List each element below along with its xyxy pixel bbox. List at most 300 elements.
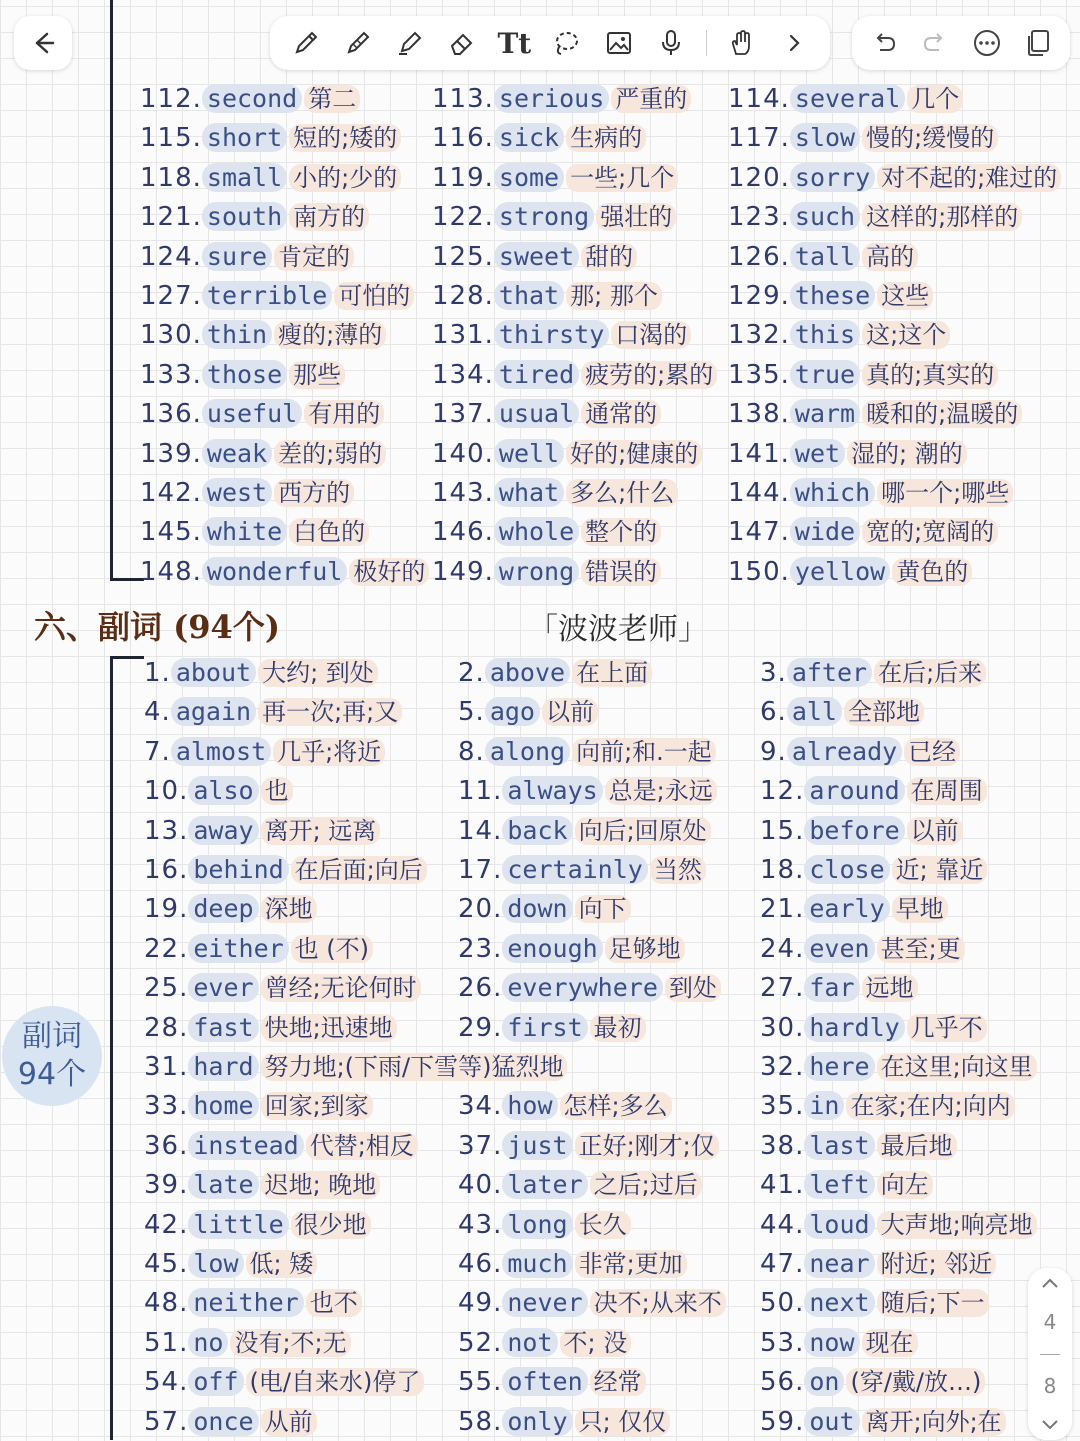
- vocab-entry: [144, 1087, 373, 1125]
- entry-number: 139.: [140, 438, 202, 469]
- chinese-meaning: 在周围: [907, 777, 987, 805]
- entry-number: 20.: [458, 894, 503, 925]
- entry-number: 2.: [458, 658, 485, 688]
- english-word: sorry: [790, 163, 875, 192]
- english-word: last: [804, 1131, 874, 1160]
- entry-number: 55.: [458, 1367, 503, 1398]
- chinese-meaning: 高的: [862, 243, 918, 271]
- entry-number: 50.: [760, 1288, 805, 1319]
- vocab-entry: [144, 1127, 418, 1165]
- vocab-entry: [144, 1048, 567, 1086]
- chinese-meaning: 这;这个: [862, 321, 950, 349]
- entry-number: 123.: [728, 202, 790, 233]
- english-word: almost: [171, 737, 271, 766]
- entry-number: 48.: [144, 1288, 189, 1319]
- toolbar-divider: [706, 30, 707, 56]
- chinese-meaning: 对不起的;难过的: [877, 164, 1061, 192]
- vocab-entry: [432, 395, 661, 433]
- list-row: [0, 316, 1080, 354]
- chinese-meaning: 怎样;多么: [560, 1092, 672, 1120]
- vocab-entry: [140, 80, 360, 118]
- vocab-entry: [760, 1009, 987, 1047]
- chinese-meaning: (穿/戴/放…): [846, 1368, 985, 1396]
- vocab-entry: [458, 1363, 646, 1401]
- entry-number: 6.: [760, 697, 787, 728]
- chinese-meaning: 再一次;再;又: [258, 698, 402, 726]
- english-word: just: [502, 1131, 572, 1160]
- list-row: [0, 890, 1080, 928]
- english-word: left: [804, 1170, 874, 1199]
- list-row: [0, 356, 1080, 394]
- chevron-up-icon[interactable]: [1040, 1276, 1060, 1290]
- english-word: next: [804, 1288, 874, 1317]
- list-row: [0, 395, 1080, 433]
- chinese-meaning: 哪一个;哪些: [877, 479, 1013, 507]
- chinese-meaning: 只; 仅仅: [575, 1408, 671, 1436]
- english-word: far: [804, 973, 859, 1002]
- chinese-meaning: 真的;真实的: [862, 361, 998, 389]
- vocab-entry: [432, 513, 661, 551]
- vocab-entry: [144, 1206, 371, 1244]
- vocab-entry: [140, 277, 414, 315]
- entry-number: 17.: [458, 855, 503, 885]
- vocab-entry: [760, 890, 948, 928]
- vocab-entry: [458, 772, 717, 810]
- english-word: again: [171, 697, 256, 726]
- english-word: what: [494, 478, 564, 507]
- vocab-entry: [760, 1127, 957, 1165]
- list-row: [0, 1363, 1080, 1401]
- pages-icon[interactable]: [1021, 26, 1055, 60]
- entry-number: 118.: [140, 162, 202, 193]
- chinese-meaning: 南方的: [289, 203, 369, 231]
- chinese-meaning: 差的;弱的: [274, 440, 386, 468]
- vocab-entry: [144, 654, 378, 692]
- english-word: sick: [494, 123, 564, 152]
- english-word: that: [494, 281, 564, 310]
- english-word: close: [804, 855, 889, 884]
- entry-number: 134.: [432, 359, 494, 390]
- vocab-entry: [432, 553, 661, 591]
- vocab-entry: [760, 851, 987, 889]
- vocab-entry: [728, 553, 972, 591]
- vocab-entry: [432, 277, 662, 315]
- english-word: hardly: [804, 1013, 904, 1042]
- english-word: yellow: [790, 557, 890, 586]
- chinese-meaning: 错误的: [581, 558, 661, 586]
- entry-number: 19.: [144, 894, 189, 925]
- entry-number: 51.: [144, 1327, 189, 1358]
- badge-line-1: 副词: [22, 1019, 82, 1054]
- vocab-entry: [144, 812, 380, 850]
- english-word: sure: [202, 242, 272, 271]
- chinese-meaning: 在后面;向后: [291, 856, 427, 884]
- list-row: [0, 969, 1080, 1007]
- vocab-entry: [760, 1048, 1037, 1086]
- english-word: here: [804, 1052, 874, 1081]
- chinese-meaning: 整个的: [581, 518, 661, 546]
- english-word: several: [790, 84, 905, 113]
- english-word: early: [804, 894, 889, 923]
- entry-number: 28.: [144, 1012, 189, 1043]
- entry-number: 146.: [432, 517, 494, 548]
- chinese-meaning: 那; 那个: [566, 282, 662, 310]
- entry-number: 113.: [432, 84, 494, 114]
- english-word: also: [188, 776, 258, 805]
- vocab-entry: [432, 238, 637, 276]
- english-word: slow: [790, 123, 860, 152]
- entry-number: 30.: [760, 1012, 805, 1043]
- entry-number: 138.: [728, 399, 790, 430]
- chinese-meaning: 很少地: [291, 1211, 371, 1239]
- english-word: thirsty: [494, 320, 609, 349]
- chinese-meaning: 快地;迅速地: [261, 1014, 397, 1042]
- entry-number: 121.: [140, 202, 202, 233]
- vocab-entry: [432, 435, 702, 473]
- english-word: this: [790, 320, 860, 349]
- entry-number: 22.: [144, 933, 189, 964]
- english-word: about: [171, 658, 256, 687]
- english-word: useful: [202, 399, 302, 428]
- entry-number: 15.: [760, 815, 805, 846]
- vocab-entry: [144, 1009, 397, 1047]
- entry-number: 39.: [144, 1170, 189, 1201]
- entry-number: 145.: [140, 517, 202, 548]
- chevron-down-icon[interactable]: [1040, 1418, 1060, 1432]
- chinese-meaning: 也 (不): [291, 935, 373, 963]
- english-word: before: [804, 816, 904, 845]
- vocab-entry: [458, 1324, 631, 1362]
- list-row: [0, 513, 1080, 551]
- vocab-entry: [458, 969, 721, 1007]
- chinese-meaning: 离开;向外;在: [862, 1408, 1006, 1436]
- vocab-entry: [144, 1166, 380, 1204]
- vocab-entry: [458, 1206, 631, 1244]
- page-navigator[interactable]: [1028, 1268, 1072, 1440]
- vocab-entry: [140, 198, 369, 236]
- english-word: hard: [188, 1052, 258, 1081]
- entry-number: 141.: [728, 438, 790, 469]
- vocab-entry: [432, 356, 717, 394]
- text-icon[interactable]: [497, 26, 531, 60]
- entry-number: 1.: [144, 658, 171, 688]
- entry-number: 47.: [760, 1249, 805, 1279]
- entry-number: 5.: [458, 697, 485, 728]
- entry-number: 44.: [760, 1209, 805, 1240]
- entry-number: 38.: [760, 1130, 805, 1161]
- vocab-entry: [458, 890, 631, 928]
- entry-number: 37.: [458, 1130, 503, 1161]
- vocab-entry: [140, 356, 345, 394]
- vocab-entry: [144, 733, 385, 771]
- vocab-entry: [432, 80, 691, 118]
- entry-number: 36.: [144, 1130, 189, 1161]
- list-row: [0, 238, 1080, 276]
- entry-number: 35.: [760, 1091, 805, 1122]
- list-row: [0, 1324, 1080, 1362]
- english-word: serious: [494, 84, 609, 113]
- vocab-entry: [458, 1284, 726, 1322]
- vocab-entry: [760, 654, 986, 692]
- vocab-entry: [458, 654, 652, 692]
- chinese-meaning: 那些: [289, 361, 345, 389]
- english-word: short: [202, 123, 287, 152]
- vocab-entry: [432, 474, 678, 512]
- redo-icon[interactable]: [918, 26, 952, 60]
- chinese-meaning: 短的;矮的: [289, 124, 401, 152]
- vocab-entry: [760, 733, 960, 771]
- english-word: wet: [790, 439, 845, 468]
- chinese-meaning: 到处: [665, 974, 721, 1002]
- english-word: once: [188, 1407, 258, 1436]
- chinese-meaning: 可怕的: [334, 282, 414, 310]
- chinese-meaning: 在家;在内;向内: [846, 1092, 1014, 1120]
- vocab-entry: [458, 1087, 672, 1125]
- chinese-meaning: 曾经;无论何时: [261, 974, 421, 1002]
- english-word: even: [804, 934, 874, 963]
- english-word: off: [188, 1367, 243, 1396]
- english-word: back: [502, 816, 572, 845]
- vocab-entry: [760, 1363, 985, 1401]
- english-word: wide: [790, 517, 860, 546]
- chinese-meaning: 非常;更加: [575, 1250, 687, 1278]
- english-word: little: [188, 1210, 288, 1239]
- english-word: terrible: [202, 281, 332, 310]
- chinese-meaning: 决不;从来不: [590, 1289, 726, 1317]
- entry-number: 34.: [458, 1091, 503, 1122]
- english-word: never: [502, 1288, 587, 1317]
- chinese-meaning: 以前: [907, 817, 963, 845]
- english-word: first: [502, 1013, 587, 1042]
- entry-number: 53.: [760, 1327, 805, 1358]
- vocab-entry: [144, 772, 293, 810]
- vocab-entry: [432, 316, 691, 354]
- entry-number: 112.: [140, 84, 202, 114]
- vocab-entry: [144, 693, 402, 731]
- english-word: always: [502, 776, 602, 805]
- entry-number: 115.: [140, 123, 202, 154]
- english-word: not: [502, 1328, 557, 1357]
- pencil-icon[interactable]: [341, 26, 375, 60]
- entry-number: 52.: [458, 1327, 503, 1358]
- entry-number: 29.: [458, 1012, 503, 1043]
- english-word: how: [502, 1091, 557, 1120]
- english-word: along: [485, 737, 570, 766]
- entry-number: 150.: [728, 556, 790, 587]
- entry-number: 46.: [458, 1249, 503, 1279]
- english-word: weak: [202, 439, 272, 468]
- english-word: white: [202, 517, 287, 546]
- current-page: 4: [1043, 1309, 1057, 1334]
- vocab-entry: [144, 851, 427, 889]
- chinese-meaning: 也: [261, 777, 293, 805]
- chinese-meaning: 回家;到家: [261, 1092, 373, 1120]
- vocab-entry: [144, 930, 373, 968]
- entry-number: 7.: [144, 736, 171, 767]
- vocab-entry: [728, 119, 998, 157]
- chinese-meaning: 向前;和.一起: [572, 738, 716, 766]
- more-icon[interactable]: [970, 26, 1004, 60]
- vocab-entry: [760, 1166, 933, 1204]
- chinese-meaning: 这样的;那样的: [862, 203, 1022, 231]
- english-word: thin: [202, 320, 272, 349]
- english-word: all: [787, 697, 842, 726]
- back-button[interactable]: [14, 16, 72, 70]
- hand-icon[interactable]: [725, 26, 759, 60]
- chevron-right-icon[interactable]: [777, 26, 811, 60]
- chinese-meaning: 离开; 远离: [261, 817, 381, 845]
- entry-number: 31.: [144, 1052, 189, 1082]
- list-row: [0, 1403, 1080, 1441]
- list-row: [0, 1087, 1080, 1125]
- chinese-meaning: 小的;少的: [289, 164, 401, 192]
- list-row: [0, 553, 1080, 591]
- chinese-meaning: 最后地: [877, 1132, 957, 1160]
- badge-line-2: 94个: [17, 1057, 87, 1092]
- chinese-meaning: 严重的: [611, 85, 691, 113]
- lasso-icon[interactable]: [549, 26, 583, 60]
- chinese-meaning: 在这里;向这里: [877, 1053, 1037, 1081]
- english-word: wonderful: [202, 557, 347, 586]
- vocab-entry: [140, 553, 429, 591]
- chinese-meaning: 经常: [590, 1368, 646, 1396]
- vocab-entry: [458, 851, 706, 889]
- entry-number: 136.: [140, 399, 202, 430]
- chinese-meaning: 宽的;宽阔的: [862, 518, 998, 546]
- list-row: [0, 1245, 1080, 1283]
- entry-number: 126.: [728, 241, 790, 272]
- chinese-meaning: 迟地; 晚地: [261, 1171, 381, 1199]
- chinese-meaning: 有用的: [304, 400, 384, 428]
- chinese-meaning: 向下: [575, 895, 631, 923]
- list-row: [0, 159, 1080, 197]
- vocab-entry: [144, 1324, 351, 1362]
- chinese-meaning: 白色的: [289, 518, 369, 546]
- vocab-entry: [760, 693, 924, 731]
- undo-icon[interactable]: [867, 26, 901, 60]
- chinese-meaning: 这些: [877, 282, 933, 310]
- eraser-icon[interactable]: [445, 26, 479, 60]
- entry-number: 14.: [458, 815, 503, 846]
- english-word: now: [804, 1328, 859, 1357]
- vocab-entry: [140, 435, 386, 473]
- vocab-entry: [458, 1403, 670, 1441]
- vocab-entry: [728, 316, 950, 354]
- english-word: down: [502, 894, 572, 923]
- vocab-entry: [728, 395, 1022, 433]
- vocab-entry: [728, 277, 933, 315]
- chinese-meaning: 低; 矮: [246, 1250, 318, 1278]
- entry-number: 130.: [140, 320, 202, 351]
- entry-number: 142.: [140, 478, 202, 508]
- english-word: tired: [494, 360, 579, 389]
- entry-number: 13.: [144, 815, 189, 846]
- chinese-meaning: 几乎不: [907, 1014, 987, 1042]
- vocab-entry: [760, 1403, 1006, 1441]
- entry-number: 119.: [432, 162, 494, 193]
- english-word: strong: [494, 202, 594, 231]
- vocab-entry: [140, 395, 384, 433]
- chinese-meaning: 生病的: [566, 124, 646, 152]
- chinese-meaning: 正好;刚才;仅: [575, 1132, 719, 1160]
- vocab-entry: [458, 812, 711, 850]
- entry-number: 40.: [458, 1170, 503, 1201]
- chinese-meaning: 也不: [306, 1289, 362, 1317]
- english-word: out: [804, 1407, 859, 1436]
- chinese-meaning: 全部地: [844, 698, 924, 726]
- entry-number: 58.: [458, 1406, 503, 1437]
- chinese-meaning: 一些;几个: [566, 164, 678, 192]
- chinese-meaning: 甜的: [581, 243, 637, 271]
- english-word: home: [188, 1091, 258, 1120]
- list-row: [0, 474, 1080, 512]
- entry-number: 125.: [432, 241, 494, 272]
- entry-number: 114.: [728, 84, 790, 114]
- image-icon[interactable]: [602, 26, 636, 60]
- entry-number: 144.: [728, 478, 790, 508]
- chinese-meaning: 在后;后来: [874, 659, 986, 687]
- chinese-meaning: 第二: [304, 85, 360, 113]
- chinese-meaning: 慢的;缓慢的: [862, 124, 998, 152]
- entry-number: 57.: [144, 1406, 189, 1437]
- entry-number: 148.: [140, 556, 202, 587]
- microphone-icon[interactable]: [654, 26, 688, 60]
- english-word: enough: [502, 934, 602, 963]
- chinese-meaning: 极好的: [349, 558, 429, 586]
- english-word: near: [804, 1249, 874, 1278]
- english-word: everywhere: [502, 973, 663, 1002]
- vocab-entry: [760, 812, 963, 850]
- chinese-meaning: 湿的; 潮的: [847, 440, 967, 468]
- chinese-meaning: 在上面: [572, 659, 652, 687]
- list-row: [0, 1048, 1080, 1086]
- entry-number: 42.: [144, 1209, 189, 1240]
- chinese-meaning: 几个: [907, 85, 963, 113]
- entry-number: 23.: [458, 933, 503, 964]
- vocab-entry: [144, 1363, 424, 1401]
- entry-number: 26.: [458, 973, 503, 1004]
- list-row: [0, 119, 1080, 157]
- english-word: often: [502, 1367, 587, 1396]
- english-word: on: [804, 1367, 844, 1396]
- vocab-entry: [728, 356, 998, 394]
- vocab-entry: [458, 693, 598, 731]
- chinese-meaning: 肯定的: [274, 243, 354, 271]
- teacher-label: 「波波老师」: [528, 612, 708, 647]
- list-row: [0, 80, 1080, 118]
- pen-icon[interactable]: [289, 26, 323, 60]
- highlighter-icon[interactable]: [393, 26, 427, 60]
- list-row: [0, 851, 1080, 889]
- chinese-meaning: 西方的: [274, 479, 354, 507]
- vocab-entry: [728, 513, 998, 551]
- chinese-meaning: 大声地;响亮地: [877, 1211, 1037, 1239]
- english-word: wrong: [494, 557, 579, 586]
- chinese-meaning: (电/自来水)停了: [246, 1368, 425, 1396]
- english-word: those: [202, 360, 287, 389]
- list-row: [0, 198, 1080, 236]
- entry-number: 41.: [760, 1170, 805, 1201]
- entry-number: 56.: [760, 1367, 805, 1398]
- list-row: [0, 1206, 1080, 1244]
- entry-number: 9.: [760, 736, 787, 767]
- list-row: [0, 1127, 1080, 1165]
- english-word: such: [790, 202, 860, 231]
- vocab-entry: [140, 119, 401, 157]
- chinese-meaning: 向后;回原处: [575, 817, 711, 845]
- chinese-meaning: 之后;过后: [590, 1171, 702, 1199]
- english-word: instead: [188, 1131, 303, 1160]
